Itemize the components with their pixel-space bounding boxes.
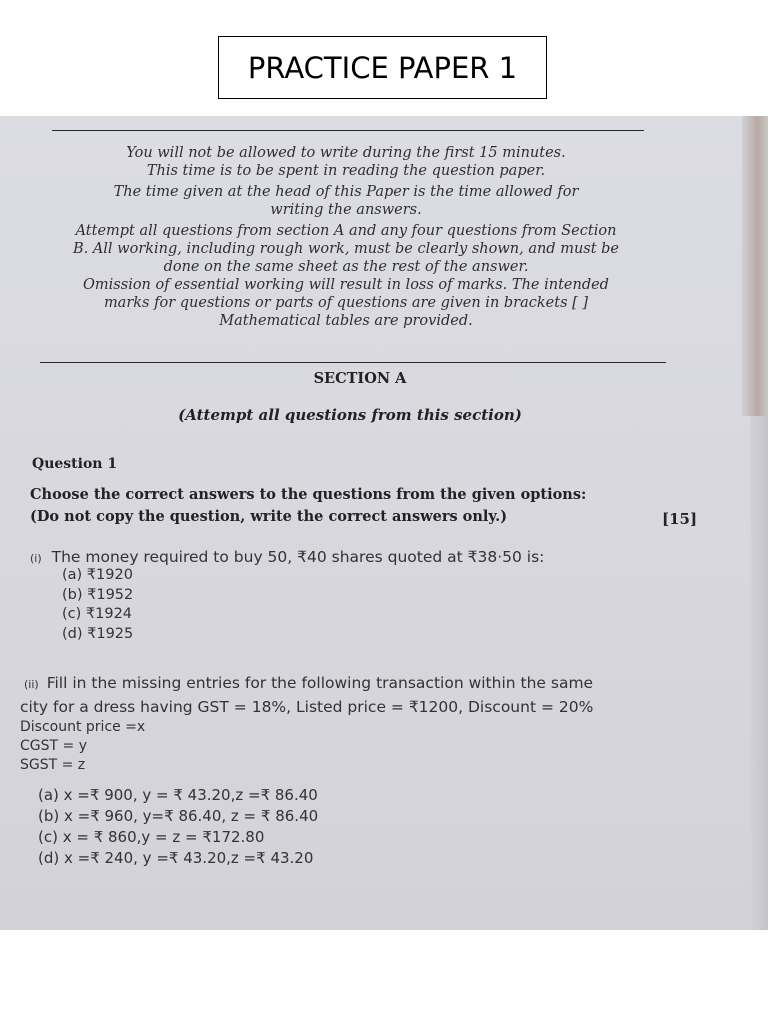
instruction-line: This time is to be spent in reading the question paper. (146, 163, 546, 179)
variable-line: CGST = y (20, 738, 87, 754)
part-stem: Fill in the missing entries for the following transaction within the same (46, 674, 594, 692)
paper-edge-background (742, 116, 768, 416)
section-title: SECTION A (313, 370, 407, 387)
exam-paper-photo (0, 116, 768, 930)
instruction-line: marks for questions or parts of questions are given in brackets [ ] (103, 295, 589, 311)
question-instruction (30, 484, 710, 528)
instructions-block (40, 144, 652, 330)
answer-option: (a) ₹1920 (62, 567, 133, 583)
question-instruction-line: (Do not copy the question, write the correct answers only.) (30, 508, 508, 525)
question-heading: Question 1 (32, 456, 118, 472)
question-part-ii (20, 672, 680, 869)
answer-option: (b) ₹1952 (62, 586, 134, 603)
instruction-line: Attempt all questions from section A and any four questions from Section (75, 223, 617, 239)
answer-option: (d) ₹1925 (62, 625, 134, 642)
section-divider (40, 362, 666, 363)
marks-label: [15] (662, 510, 698, 528)
answer-option: (c) x = ₹ 860,y = z = ₹172.80 (38, 828, 265, 846)
instruction-line: The time given at the head of this Paper is the time allowed for (113, 184, 579, 200)
instruction-line: done on the same sheet as the rest of the answer. (163, 259, 529, 275)
part-stem: city for a dress having GST = 18%, Listed price = ₹1200, Discount = 20% (20, 698, 594, 716)
answer-option: (c) ₹1924 (62, 606, 133, 622)
instruction-line: Omission of essential working will result in loss of marks. The intended (83, 277, 609, 293)
section-note: (Attempt all questions from this section) (178, 406, 522, 424)
part-number: (i) (30, 552, 42, 565)
page-title: PRACTICE PAPER 1 (218, 36, 547, 99)
variable-line: SGST = z (20, 757, 86, 773)
instruction-line: B. All working, including rough work, must be clearly shown, and must be (72, 241, 620, 257)
answer-option: (b) x =₹ 960, y=₹ 86.40, z = ₹ 86.40 (38, 807, 319, 825)
question-instruction-line: Choose the correct answers to the questions from the given options: (30, 486, 587, 503)
answer-option: (a) x =₹ 900, y = ₹ 43.20,z =₹ 86.40 (38, 786, 318, 804)
instruction-line: You will not be allowed to write during the first 15 minutes. (126, 145, 566, 161)
paper-edge-shadow (750, 416, 768, 930)
part-number: (ii) (24, 678, 39, 691)
instruction-line: Mathematical tables are provided. (219, 313, 473, 329)
variable-line: Discount price =x (20, 719, 146, 735)
part-stem: The money required to buy 50, ₹40 shares quoted at ₹38·50 is: (51, 548, 545, 566)
top-divider (52, 130, 644, 131)
instruction-line: writing the answers. (270, 202, 422, 218)
answer-option: (d) x =₹ 240, y =₹ 43.20,z =₹ 43.20 (38, 849, 314, 867)
question-part-i (30, 548, 544, 644)
